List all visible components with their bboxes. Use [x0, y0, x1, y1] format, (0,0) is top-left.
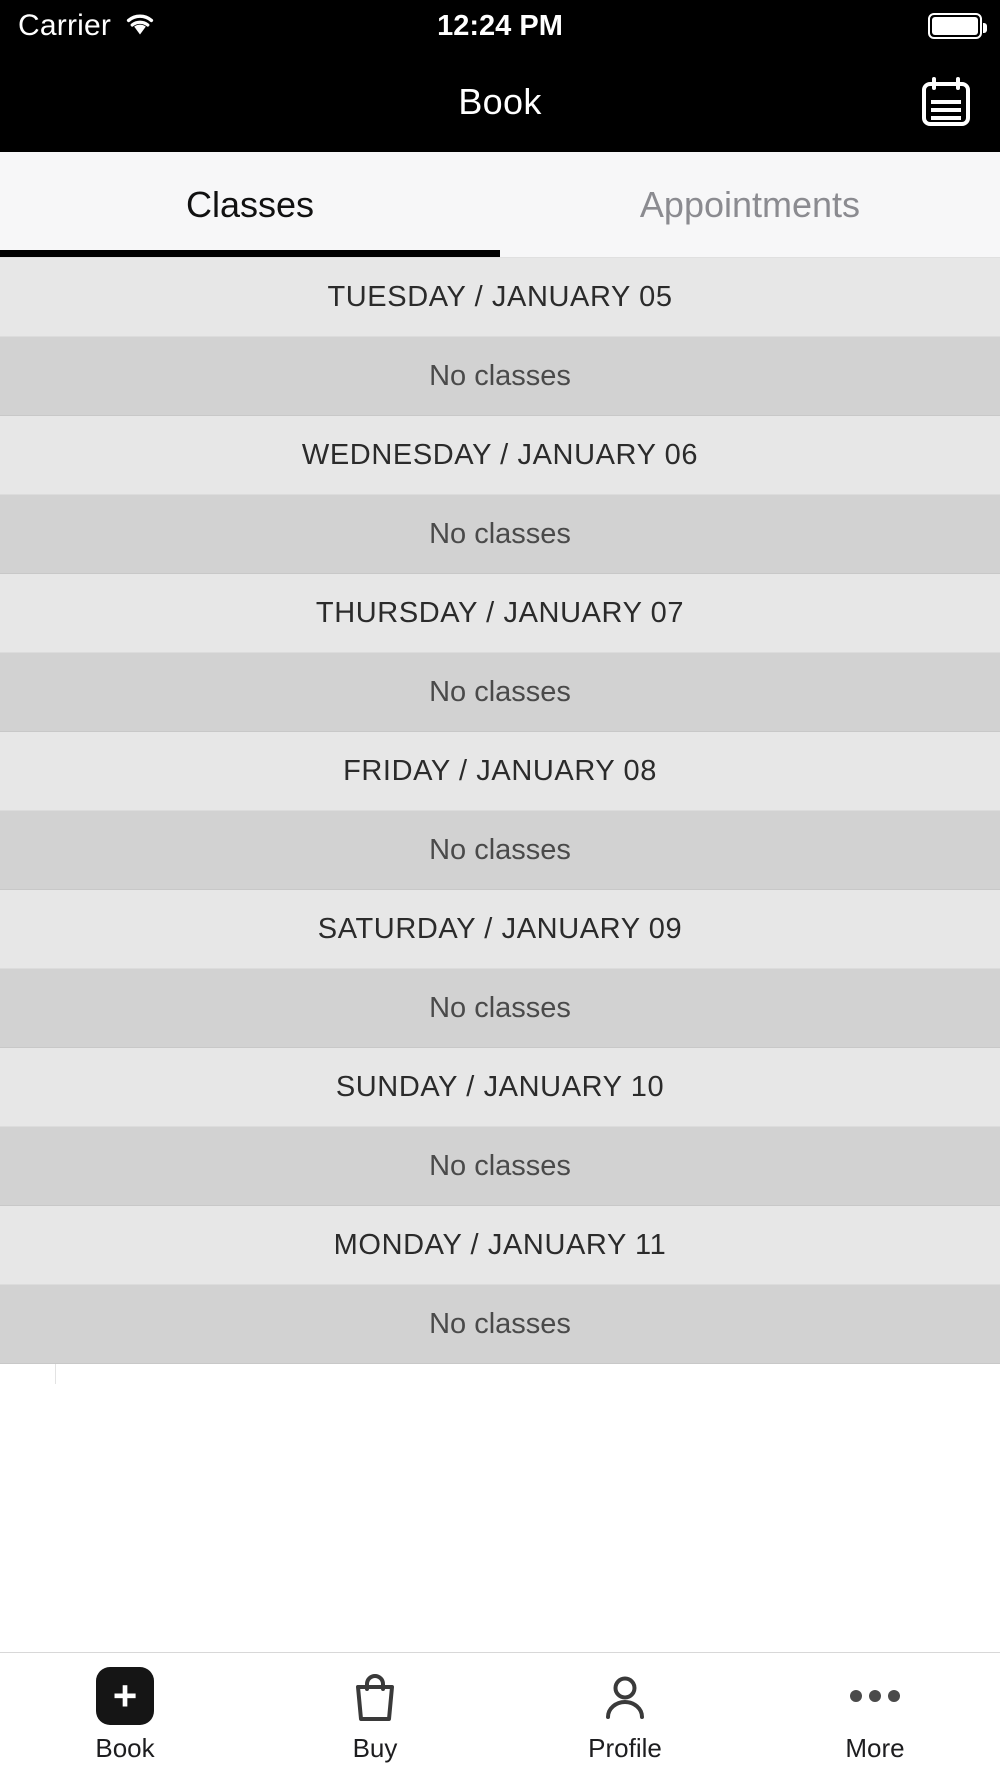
day-status-label: No classes — [429, 517, 571, 550]
tabbar-item-book-label: Book — [95, 1733, 155, 1763]
tabbar-item-profile-label: Profile — [588, 1733, 662, 1763]
day-header-label: THURSDAY / JANUARY 07 — [315, 596, 685, 629]
day-header-label: WEDNESDAY / JANUARY 06 — [301, 438, 699, 471]
day-status-label: No classes — [429, 1307, 571, 1340]
day-header — [0, 1048, 1000, 1127]
person-icon — [599, 1667, 651, 1725]
day-header-label: SUNDAY / JANUARY 10 — [335, 1070, 665, 1103]
status-bar — [0, 0, 1000, 52]
nav-bar — [0, 52, 1000, 152]
calendar-icon[interactable] — [914, 70, 978, 134]
status-bar-right — [928, 13, 982, 39]
battery-full-icon — [928, 13, 982, 39]
tabbar-item-more-label: More — [845, 1733, 905, 1763]
status-time: 12:24 PM — [437, 9, 563, 42]
day-header — [0, 732, 1000, 811]
list-item[interactable] — [0, 495, 1000, 574]
battery-level — [932, 17, 978, 35]
tabbar-item-profile[interactable] — [500, 1667, 750, 1764]
bottom-tab-bar — [0, 1652, 1000, 1778]
list-item[interactable] — [0, 1285, 1000, 1364]
schedule-list[interactable] — [0, 258, 1000, 1652]
day-status-label: No classes — [429, 833, 571, 866]
list-item[interactable] — [0, 969, 1000, 1048]
day-header — [0, 416, 1000, 495]
tabbar-item-book[interactable] — [0, 1667, 250, 1764]
tabbar-item-buy[interactable] — [250, 1667, 500, 1764]
list-item[interactable] — [0, 1127, 1000, 1206]
tab-appointments-label: Appointments — [639, 183, 861, 225]
day-header-label: MONDAY / JANUARY 11 — [333, 1228, 667, 1261]
day-header-label: SATURDAY / JANUARY 09 — [317, 912, 683, 945]
day-header — [0, 1206, 1000, 1285]
day-status-label: No classes — [429, 675, 571, 708]
day-header — [0, 258, 1000, 337]
shopping-bag-icon — [349, 1667, 401, 1725]
day-status-label: No classes — [429, 991, 571, 1024]
tab-classes[interactable] — [0, 152, 500, 257]
day-status-label: No classes — [429, 359, 571, 392]
page-title: Book — [458, 81, 542, 122]
day-header — [0, 890, 1000, 969]
tab-classes-label: Classes — [185, 183, 315, 225]
list-item[interactable] — [0, 337, 1000, 416]
list-item[interactable] — [0, 653, 1000, 732]
day-header-label: FRIDAY / JANUARY 08 — [343, 754, 657, 787]
tabbar-item-more[interactable] — [750, 1667, 1000, 1764]
day-status-label: No classes — [429, 1149, 571, 1182]
list-separator — [55, 1364, 1000, 1384]
ellipsis-icon — [850, 1667, 900, 1725]
carrier-label: Carrier — [18, 9, 112, 42]
segment-tabs — [0, 152, 1000, 258]
tab-appointments[interactable] — [500, 152, 1000, 257]
day-header — [0, 574, 1000, 653]
list-item[interactable] — [0, 811, 1000, 890]
day-header-label: TUESDAY / JANUARY 05 — [327, 280, 673, 313]
tabbar-item-buy-label: Buy — [352, 1733, 398, 1763]
plus-icon: + — [96, 1667, 154, 1725]
